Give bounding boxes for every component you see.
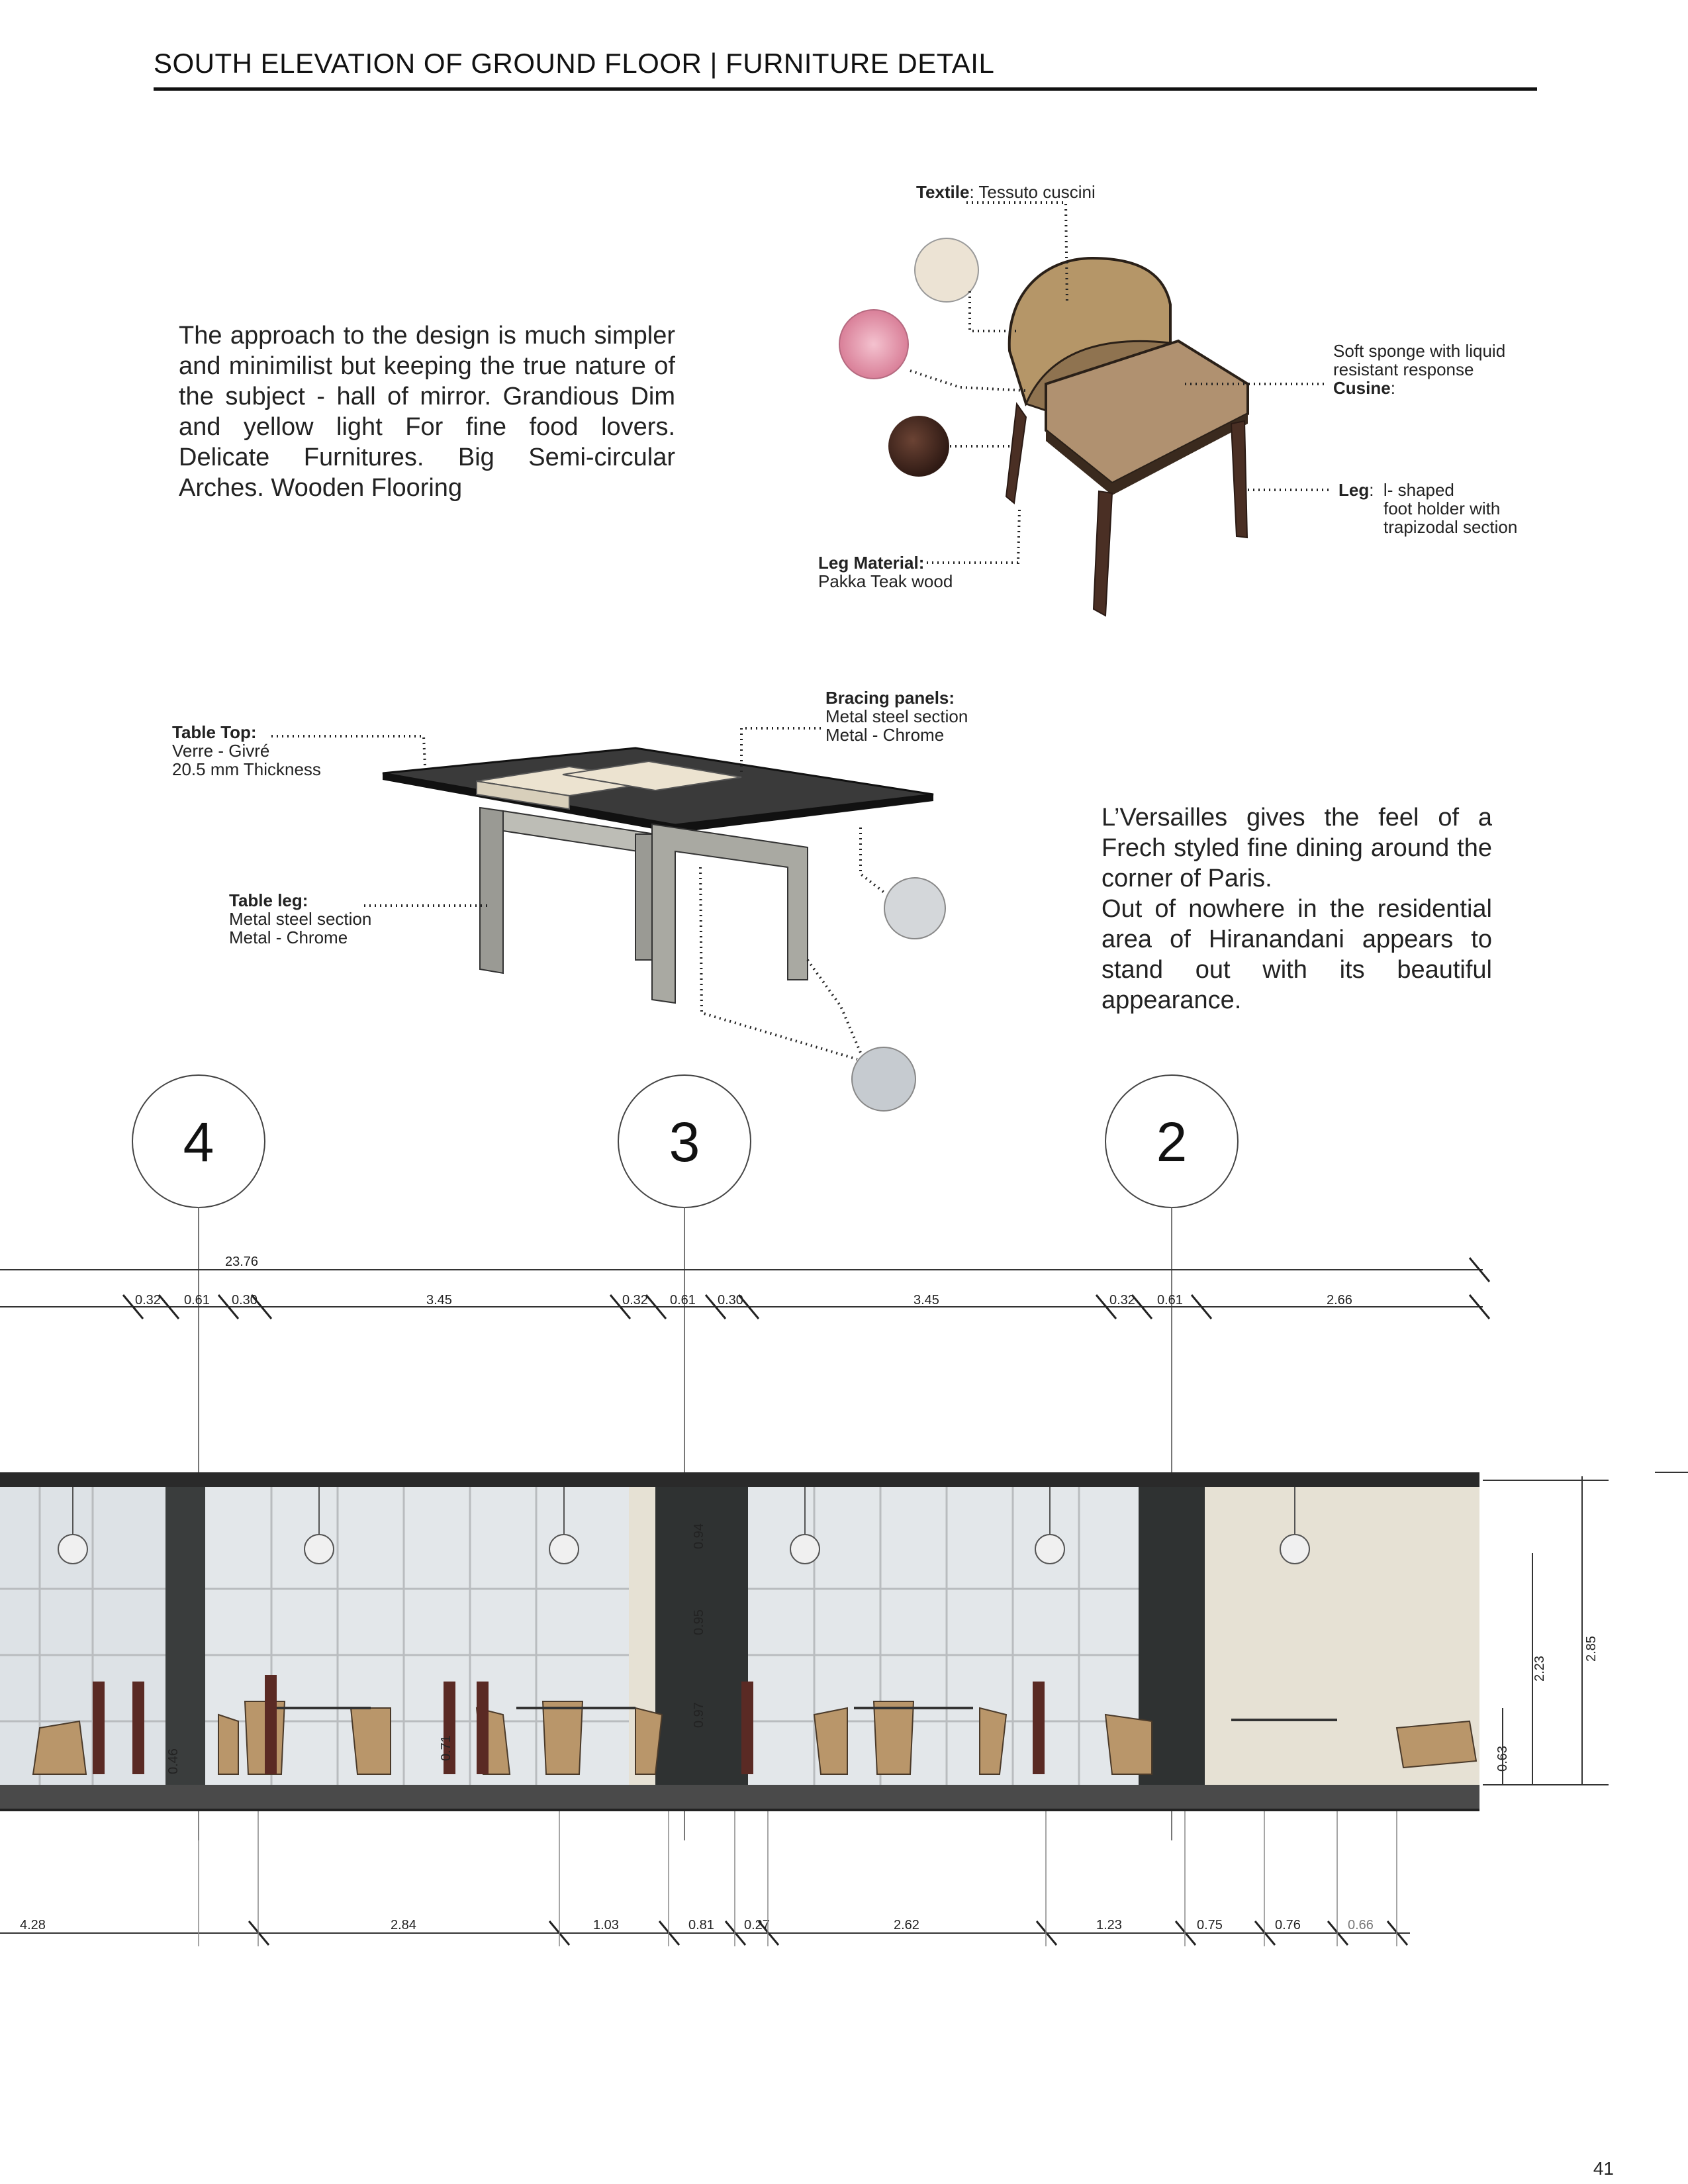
leg-desc-2: foot holder with — [1383, 499, 1501, 518]
grid-marker-2 — [1105, 1075, 1238, 1208]
table-top-callout — [172, 723, 321, 779]
grid-marker-3 — [618, 1075, 751, 1208]
cushion-desc-2: resistant response — [1333, 359, 1474, 379]
dim-bottom-5: 0.27 — [744, 1918, 770, 1932]
dim-bottom-9: 0.76 — [1275, 1918, 1301, 1932]
dim-top-8: 3.45 — [914, 1293, 939, 1307]
dim-top-6: 0.61 — [670, 1293, 696, 1307]
svg-text:3: 3 — [669, 1111, 700, 1173]
bracing-label: Bracing panels: — [825, 688, 955, 708]
about-paragraph — [1102, 802, 1492, 1016]
cushion-callout — [1333, 342, 1505, 397]
dim-top-10: 0.61 — [1157, 1293, 1183, 1307]
page-title: SOUTH ELEVATION OF GROUND FLOOR | FURNITURE DETAIL — [154, 48, 995, 79]
dim-bottom-1: 4.28 — [20, 1918, 46, 1932]
table-leg-value-1: Metal steel section — [229, 909, 372, 929]
dim-top-9: 0.32 — [1109, 1293, 1135, 1307]
dim-col3-2: 0.95 — [692, 1609, 706, 1635]
dim-overall: 23.76 — [225, 1255, 259, 1269]
dim-bottom-3: 1.03 — [593, 1918, 619, 1932]
bracing-callout — [825, 688, 968, 744]
leg-material-callout — [818, 553, 953, 591]
svg-text:2: 2 — [1156, 1111, 1188, 1173]
wood-swatch — [888, 416, 949, 477]
page-number: 41 — [1593, 2158, 1614, 2179]
dim-table-1: 0.46 — [166, 1748, 181, 1774]
cushion-colon: : — [1390, 378, 1395, 398]
about-text-1: L’Versailles gives the feel of a Frech styled fine dining around the corner of Paris. — [1102, 804, 1492, 892]
about-text-2: Out of nowhere in the residential area of Hiranandani appears to stand out with its beautiful appearance. — [1102, 895, 1492, 1014]
table-top-value-2: 20.5 mm Thickness — [172, 759, 321, 779]
pink-fur-swatch — [839, 310, 908, 379]
textile-callout — [916, 183, 1096, 201]
textile-label: Textile — [916, 182, 970, 202]
dim-top-7: 0.30 — [718, 1293, 743, 1307]
dim-right-2: 2.85 — [1584, 1636, 1599, 1662]
dim-bottom-4: 0.81 — [688, 1918, 714, 1932]
leg-desc-3: trapizodal section — [1383, 517, 1518, 537]
leg-desc-1: l- shaped — [1383, 480, 1454, 500]
dim-bottom-6: 2.62 — [894, 1918, 919, 1932]
intro-text: The approach to the design is much simpler and minimilist but keeping the true nature of the subject - hall of mirror. Grandious Dim and yellow light For fine food lovers. Delicate Furnitures. Big Semi-circular Arches. Wooden Flooring — [179, 322, 675, 502]
table-leg-callout — [229, 891, 371, 947]
dim-bottom-10: 0.66 — [1348, 1918, 1374, 1932]
dim-top-5: 0.32 — [622, 1293, 648, 1307]
dim-top-1: 0.32 — [135, 1293, 161, 1307]
table-leg-value-2: Metal - Chrome — [229, 927, 348, 947]
dim-bottom-7: 1.23 — [1096, 1918, 1122, 1932]
cushion-desc-1: Soft sponge with liquid — [1333, 341, 1506, 361]
textile-value: : Tessuto cuscini — [969, 182, 1096, 202]
leg-callout — [1338, 481, 1517, 536]
dim-bottom-2: 2.84 — [391, 1918, 416, 1932]
dim-col3-1: 0.94 — [692, 1523, 706, 1549]
table-leg-label: Table leg: — [229, 890, 308, 910]
leg-material-value: Pakka Teak wood — [818, 571, 953, 591]
intro-paragraph — [179, 320, 675, 503]
leg-label: Leg — [1338, 480, 1370, 500]
grid-marker-4 — [132, 1075, 265, 1208]
leg-colon: : — [1369, 480, 1374, 500]
table-top-value-1: Verre - Givré — [172, 741, 270, 761]
bracing-value-2: Metal - Chrome — [825, 725, 945, 745]
dim-top-4: 3.45 — [426, 1293, 452, 1307]
leg-material-label: Leg Material: — [818, 553, 925, 573]
dim-right-3: 0.63 — [1495, 1746, 1510, 1772]
dim-top-2: 0.61 — [184, 1293, 210, 1307]
dim-col3-3: 0.97 — [692, 1702, 706, 1728]
south-elevation-drawing — [0, 1059, 1688, 1986]
dim-right-1: 2.23 — [1532, 1656, 1547, 1682]
table-top-label: Table Top: — [172, 722, 257, 742]
cushion-label: Cusine — [1333, 378, 1391, 398]
bracing-value-1: Metal steel section — [825, 706, 968, 726]
dim-top-3: 0.30 — [232, 1293, 258, 1307]
dim-table-2: 0.71 — [439, 1735, 453, 1761]
dim-top-11: 2.66 — [1327, 1293, 1352, 1307]
title-rule — [154, 87, 1537, 91]
chrome-swatch-1 — [884, 878, 945, 939]
svg-text:4: 4 — [183, 1111, 214, 1173]
dim-bottom-8: 0.75 — [1197, 1918, 1223, 1932]
